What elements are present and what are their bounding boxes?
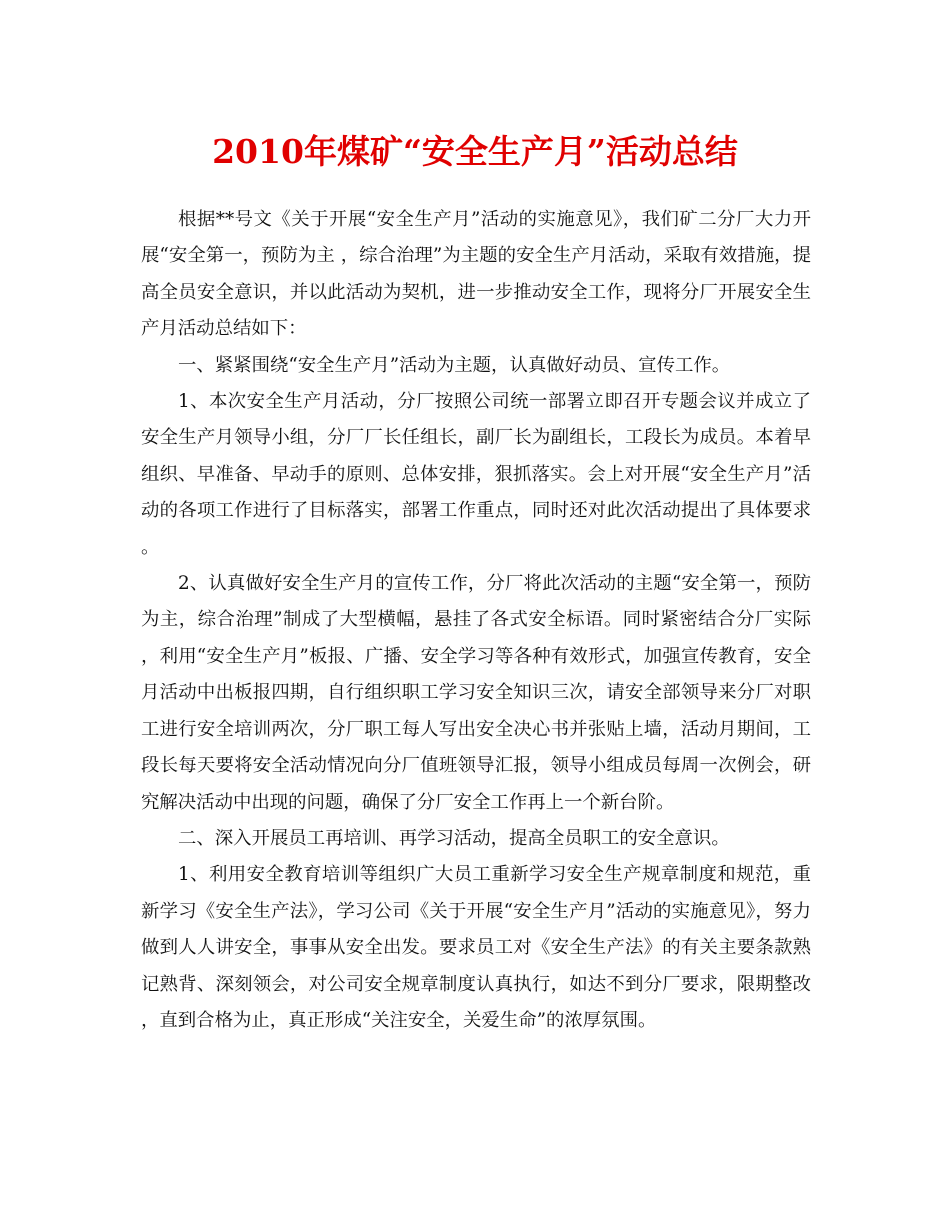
paragraph-2-1: 1、利用安全教育培训等组织广大员工重新学习安全生产规章制度和规范，重新学习《安全生产法》，学习公司《关于开展“安全生产月”活动的实施意见》，努力做到人人讲安全，事事从安全出发。要求员工对《安全生产法》的有关主要条款熟记熟背、深刻领会，对公司安全规章制度认真执行，如达不到分厂要求，限期整改，直到合格为止，真正形成“关注安全，关爱生命”的浓厚氛围。 <box>141 864 811 1031</box>
paragraph-1-1: 1、本次安全生产月活动，分厂按照公司统一部署立即召开专题会议并成立了安全生产月领导小组，分厂厂长任组长，副厂长为副组长，工段长为成员。本着早组织、早准备、早动手的原则、总体安排，狠抓落实。会上对开展“安全生产月”活动的各项工作进行了目标落实，部署工作重点，同时还对此次活动提出了具体要求。 <box>141 391 811 558</box>
section-heading-2: 二、深入开展员工再培训、再学习活动，提高全员职工的安全意识。 <box>178 827 730 849</box>
document-title: 2010年煤矿“安全生产月”活动总结 <box>212 132 738 171</box>
paragraph-1-2: 2、认真做好安全生产月的宣传工作，分厂将此次活动的主题“安全第一，预防为主，综合治理”制成了大型横幅，悬挂了各式安全标语。同时紧密结合分厂实际，利用“安全生产月”板报、广播、安全学习等各种有效形式，加强宣传教育，安全月活动中出板报四期，自行组织职工学习安全知识三次，请安全部领导来分厂对职工进行安全培训两次，分厂职工每人写出安全决心书并张贴上墙，活动月期间，工段长每天要将安全活动情况向分厂值班领导汇报，领导小组成员每周一次例会，研究解决活动中出现的问题，确保了分厂安全工作再上一个新台阶。 <box>141 573 811 813</box>
document-body <box>141 202 811 1039</box>
section-heading-1: 一、紧紧围绕“安全生产月”活动为主题，认真做好动员、宣传工作。 <box>178 354 731 376</box>
paragraph-intro: 根据**号文《关于开展“安全生产月”活动的实施意见》，我们矿二分厂大力开展“安全第一，预防为主 ，综合治理”为主题的安全生产月活动，采取有效措施，提高全员安全意识，并以此活动为契机，进一步推动安全工作，现将分厂开展安全生产月活动总结如下： <box>141 209 811 340</box>
